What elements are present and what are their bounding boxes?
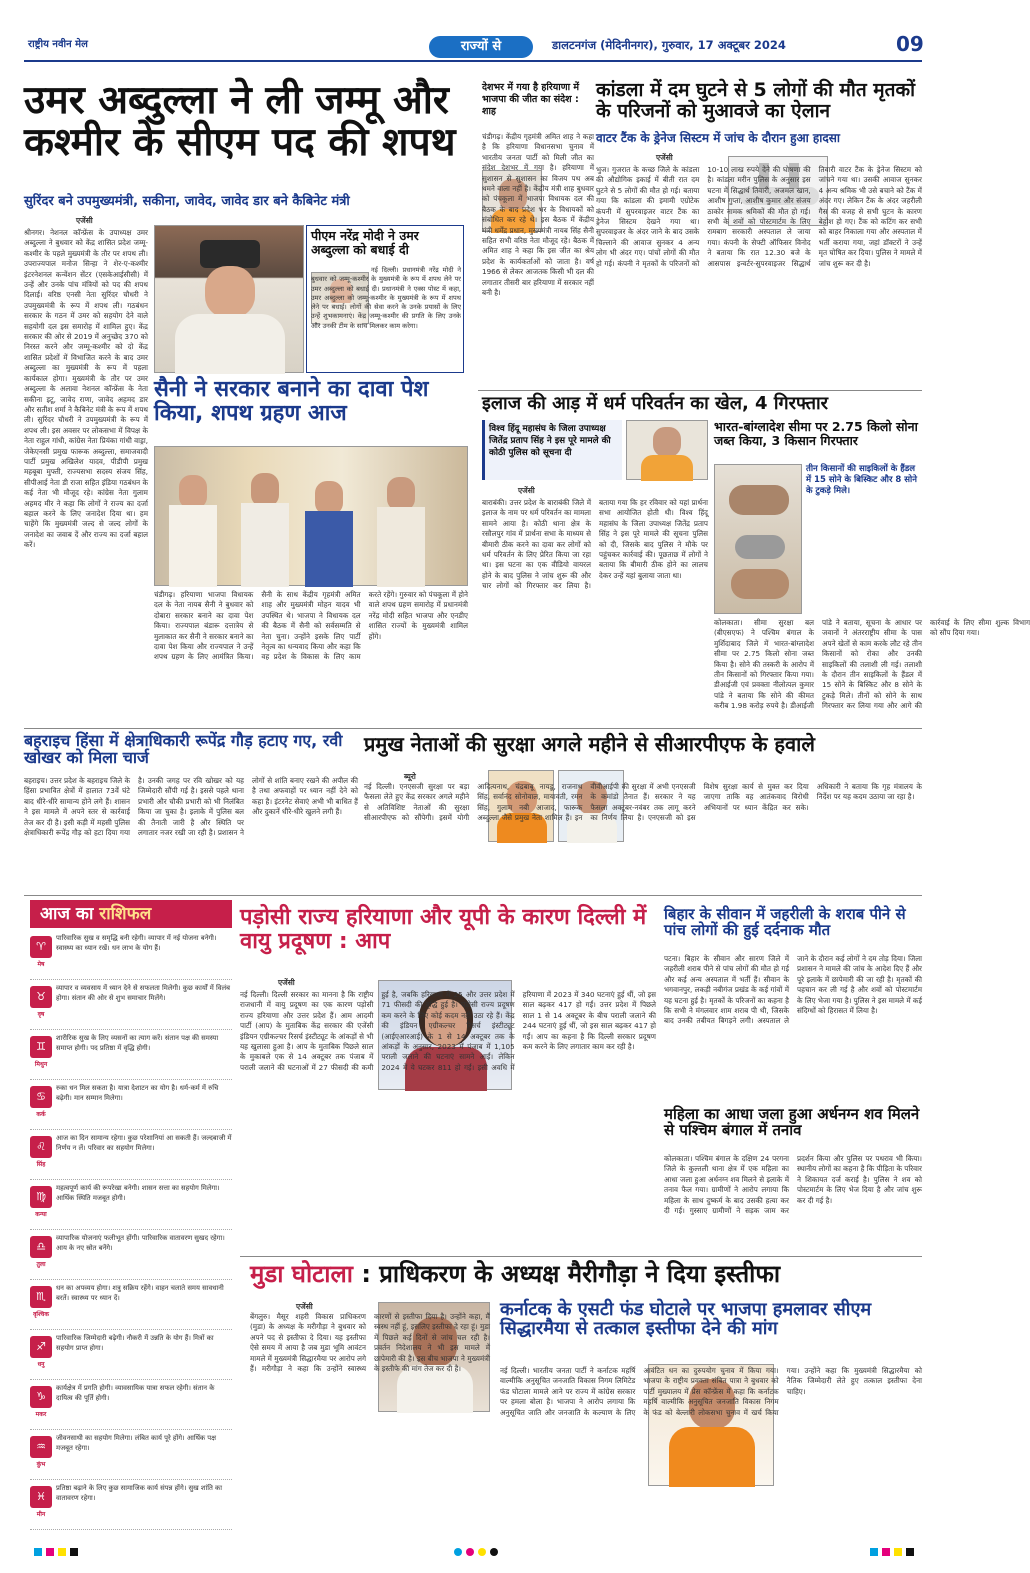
omar-subhead: सुरिंदर बने उपमुख्यमंत्री, सकीना, जावेद, जावेद डार बने कैबिनेट मंत्री [24, 194, 350, 209]
section-banner: राज्यों से [429, 36, 533, 58]
zodiac-icon: ♈ [30, 936, 52, 958]
conversion-headline: इलाज की आड़ में धर्म परिवर्तन का खेल, 4 गिरफ्तार [482, 393, 828, 414]
delhi-byline: एजेंसी [278, 978, 295, 987]
rashifal-item [30, 1432, 232, 1480]
rashifal-item [30, 932, 232, 980]
rashifal-sign-name: वृश्चिक [33, 1311, 49, 1318]
delhi-headline: पड़ोसी राज्य हरियाणा और यूपी के कारण दिल्ली में वायु प्रदूषण : आप [240, 905, 647, 954]
rashifal-sign-text: पारिवारिक जिम्मेदारी बढ़ेगी। नौकरी में उन्नति के योग हैं। मित्रों का सहयोग प्राप्त होगा। [56, 1334, 214, 1352]
rashifal-sign-text: शारीरिक सुख के लिए व्यसनों का त्याग करें। संतान पक्ष की समस्या समाप्त होगी। पद प्रतिष्ठा में वृद्धि होगी। [56, 1034, 219, 1052]
page-number: 09 [896, 32, 924, 56]
kandla-byline: एजेंसी [656, 153, 673, 162]
muda-headline [250, 1262, 922, 1288]
rashifal-sign-name: कर्क [36, 1111, 46, 1118]
siwan-body: पटना। बिहार के सीवान और सारण जिले में जहरीली शराब पीने से पांच लोगों की मौत हो गई और कई अन्य अस्पताल में भर्ती हैं। सीवान के भगवानपुर, लकड़ी नबीगंज प्रखंड के कई गांवों में यह घटना हुई है। मृतकों के परिजनों का कहना है कि सभी ने मंगलवार शाम शराब पी थी, जिसके बाद उनकी तबीयत बिगड़ने लगी। अस्पताल ले जाने के दौरान कई लोगों ने दम तोड़ दिया। जिला प्रशासन ने मामले की जांच के आदेश दिए हैं और पूरे इलाके में छापेमारी की जा रही है। मृतकों की पहचान कर ली गई है और शवों को पोस्टमार्टम के लिए भेजा गया है। पुलिस ने इस मामले में कई संदिग्धों को हिरासत में लिया है। [664, 954, 922, 1026]
modi-box-body: नई दिल्ली। प्रधानमंत्री नरेंद्र मोदी ने बुधवार को जम्मू-कश्मीर के मुख्यमंत्री के रूप में शपथ लेने पर उमर अब्दुल्ला को बधाई दी। प्रधानमंत्री ने एक्स पोस्ट में कहा, उमर अब्दुल्ला को जम्मू-कश्मीर के मुख्यमंत्री के रूप में शपथ लेने पर बधाई। लोगों की सेवा करने के उनके प्रयासों के लिए उन्हें शुभकामनाएं। केंद्र जम्मू-कश्मीर की प्रगति के लिए उनके और उनकी टीम के साथ मिलकर काम करेगा। [311, 266, 461, 330]
rashifal-item [30, 1132, 232, 1180]
bahraich-headline: बहराइच हिंसा में क्षेत्राधिकारी रूपेंद्र गौड़ हटाए गए, रवी खोखर को मिला चार्ज [24, 731, 343, 768]
omar-body: श्रीनगर। नेशनल कॉन्फ्रेंस के उपाध्यक्ष उमर अब्दुल्ला ने बुधवार को केंद्र शासित प्रदेश जम्मू-कश्मीर के पहले मुख्यमंत्री के तौर पर शपथ ली। उपराज्यपाल मनोज सिन्हा ने शेर-ए-कश्मीर इंटरनेशनल कन्वेंशन सेंटर (एसकेआईसीसी) में उन्हें और उनके पांच मंत्रियों को पद की शपथ दिलाई। वरिष्ठ एनसी नेता सुरिंदर चौधरी ने उपमुख्यमंत्री के रूप में शपथ ली। गठबंधन सरकार के गठन में उमर को सहयोग देने वाले सहयोगी दल इस समारोह में शामिल हुए। केंद्र सरकार की ओर से 2019 में अनुच्छेद 370 को निरस्त करने और जम्मू-कश्मीर को दो केंद्र शासित प्रदेशों में विभाजित करने के बाद उमर अब्दुल्ला का मुख्यमंत्री के रूप में पहला कार्यकाल होगा। मुख्यमंत्री के तौर पर उमर अब्दुल्ला के अलावा नेशनल कॉन्फ्रेंस के नेता सकीना इटू, जावेद राणा, जावेद अहमद डार और सतीश शर्मा ने कैबिनेट मंत्री के रूप में शपथ ली। सुरिंदर चौधरी ने उपमुख्यमंत्री के रूप में शपथ ली। इस अवसर पर लोकसभा में विपक्ष के नेता राहुल गांधी, कांग्रेस नेता प्रियंका गांधी वाड्रा, जेकेएनसी प्रमुख फारूक अब्दुल्ला, समाजवादी पार्टी प्रमुख अखिलेश यादव, पीडीपी प्रमुख महबूबा मुफ्ती, राज्यसभा सदस्य संजय सिंह, सीपीआई नेता डी राजा सहित इंडिया गठबंधन के कई नेता भी मौजूद रहे। कांग्रेस नेता गुलाम अहमद मीर ने कहा कि लोगों ने राज्य का दर्जा बहाल करने के लिए जनादेश दिया था। हम चाहेंगे कि मुख्यमंत्री जल्द से जल्द लोगों के जनादेश का जवाब दें और राज्य का दर्जा बहाल करें। [24, 228, 148, 550]
rashifal-sign-name: मिथुन [34, 1061, 48, 1068]
conversion-box: विश्व हिंदू महासंघ के जिला उपाध्यक्ष जितेंद्र प्रताप सिंह ने इस पूरे मामले की कोठी पुलिस को सूचना दी [482, 420, 622, 480]
rashifal-item [30, 982, 232, 1030]
bjp-karnataka-body: नई दिल्ली। भारतीय जनता पार्टी ने कर्नाटक महर्षि वाल्मीकि अनुसूचित जनजाति विकास निगम लिमिटेड फंड घोटाला मामले आने पर राज्य में कांग्रेस सरकार पर हमला बोला है। भाजपा ने आरोप लगाया कि अनुसूचित जाति और जनजाति के कल्याण के लिए आवंटित धन का दुरुपयोग चुनाव में किया गया। भाजपा के राष्ट्रीय प्रवक्ता संबित पात्रा ने बुधवार को पार्टी मुख्यालय में प्रेस कॉन्फ्रेंस में कहा कि कर्नाटक महर्षि वाल्मीकि अनुसूचित जनजाति विकास निगम के फंड को बेल्लारी लोकसभा चुनाव में खर्च किया गया। उन्होंने कहा कि मुख्यमंत्री सिद्धारमैया को नैतिक जिम्मेदारी लेते हुए तत्काल इस्तीफा देना चाहिए। [500, 1366, 922, 1417]
rashifal-sign-name: कन्या [35, 1211, 47, 1218]
omar-headline: उमर अब्दुल्ला ने ली जम्मू और कश्मीर के सीएम पद की शपथ [24, 78, 456, 166]
delhi-body: नई दिल्ली। दिल्ली सरकार का मानना है कि राष्ट्रीय राजधानी में वायु प्रदूषण का एक कारण पड़ोसी राज्य हरियाणा और उत्तर प्रदेश हैं। आम आदमी पार्टी (आप) के मुताबिक केंद्र सरकार की एजेंसी इंडियन एग्रीकल्चर रिसर्च इंस्टीट्यूट के आंकड़ों से भी यह खुलासा हुआ है। आप के मुताबिक पिछले साल के मुकाबले एक से 14 अक्टूबर तक पंजाब में पराली जलाने की घटनाओं में 27 फीसदी की कमी हुई है, जबकि हरियाणा में 25 और उत्तर प्रदेश में 71 फीसदी की वृद्धि हुई है। पड़ोसी राज्य प्रदूषण कम करने के लिए कोई कदम नहीं उठा रहे हैं। केंद्र की इंडियन एग्रीकल्चर रिसर्च इंस्टीट्यूट (आईएआरआई) के 1 से 14 अक्टूबर तक के आंकड़ों के अनुसार, 2023 में पंजाब में 1,105 पराली जलाने की घटनाएं सामने आईं। लेकिन 2024 में ये घटकर 811 हो गईं। इसी अवधि में हरियाणा में 2023 में 340 घटनाएं हुई थीं, जो इस साल बढ़कर 417 हो गईं। उत्तर प्रदेश में पिछले साल 1 से 14 अक्टूबर के बीच पराली जलाने की 244 घटनाएं हुई थीं, जो इस साल बढ़कर 417 हो गईं। आप का कहना है कि दिल्ली सरकार प्रदूषण कम करने के लिए लगातार काम कर रही है। [240, 990, 656, 1072]
muda-byline: एजेंसी [296, 1302, 313, 1311]
conversion-body: बाराबंकी। उत्तर प्रदेश के बाराबंकी जिले में इलाज के नाम पर धर्म परिवर्तन का मामला सामने आया है। कोठी थाना क्षेत्र के रसौलपुर गांव में प्रार्थना सभा के माध्यम से बीमारी ठीक करने का दावा कर लोगों को धर्म परिवर्तन के लिए प्रेरित किया जा रहा था। इस घटना का एक वीडियो वायरल होने के बाद पुलिस ने जांच शुरू की और चार लोगों को गिरफ्तार कर लिया है। बताया गया कि हर रविवार को यहां प्रार्थना सभा आयोजित होती थी। विश्व हिंदू महासंघ के जिला उपाध्यक्ष जितेंद्र प्रताप सिंह ने इस पूरे मामले की सूचना पुलिस को दी, जिसके बाद पुलिस ने मौके पर पहुंचकर कार्रवाई की। पूछताछ में लोगों ने बताया कि बीमारी ठीक होने का लालच देकर उन्हें यहां बुलाया जाता था। [482, 498, 708, 591]
kandla-headline: कांडला में दम घुटने से 5 लोगों की मौत मृतकों के परिजनों को मुआवजे का ऐलान [596, 79, 915, 122]
rashifal-sign-text: जीवनसाथी का सहयोग मिलेगा। लंबित कार्य पूरे होंगे। आर्थिक पक्ष मजबूत रहेगा। [56, 1434, 217, 1452]
gold-photo [714, 464, 802, 614]
modi-box [306, 225, 464, 373]
kandla-body: भुज। गुजरात के कच्छ जिले के कांडला की औद्योगिक इकाई में बीती रात दम घुटने से 5 लोगों की मौत हो गई। बताया गया कि कांडला की इमामी एग्रोटेक कंपनी में सुपरवाइजर वाटर टैंक का ड्रेनेज सिस्टम देखने गया था। सुपरवाइजर के अंदर जाने के बाद उसके चिल्लाने की आवाज सुनकर 4 अन्य लोग भी अंदर गए। पांचों लोगों की मौत हो गई। कंपनी ने मृतकों के परिजनों को 10-10 लाख रुपये देने की घोषणा की है। कांडला मरीन पुलिस के अनुसार इस घटना में सिद्धार्थ तिवारी, अजमल खान, आशीष गुप्ता, आशीष कुमार और संजय ठाकोर नामक श्रमिकों की मौत हो गई। सभी के शवों को पोस्टमार्टम के लिए रामबाग सरकारी अस्पताल ले जाया गया। कंपनी के सेफ्टी ऑफिसर विनोद ने बताया कि रात 12.30 बजे के आसपास इन्वर्टर-सुपरवाइजर सिद्धार्थ तिवारी वाटर टैंक के ड्रेनेज सिस्टम को जांचने गया था। उसकी आवाज सुनकर 4 अन्य श्रमिक भी उसे बचाने को टैंक में अंदर गए। लेकिन टैंक के अंदर जहरीली गैस की वजह से सभी घुटन के कारण बेहोश हो गए। टैंक को कटिंग कर सभी को बाहर निकाला गया और अस्पताल में भर्ती कराया गया, जहां डॉक्टरों ने उन्हें मृत घोषित कर दिया। पुलिस ने मामले में जांच शुरू कर दी है। [596, 165, 922, 268]
registration-marks [24, 1546, 922, 1558]
zodiac-icon: ♊ [30, 1036, 52, 1058]
rashifal-item [30, 1332, 232, 1380]
crpf-byline: ब्यूरो [404, 772, 416, 781]
haryana-body: चंडीगढ़। केंद्रीय गृहमंत्री अमित शाह ने कहा है कि हरियाणा विधानसभा चुनाव में भारतीय जनता पार्टी को मिली जीत का संदेश देशभर में गया है। हरियाणा में सुशासन से सुशासन का विजय पथ अब थमने वाला नहीं है। केंद्रीय मंत्री शाह बुधवार को पंचकूला में भाजपा विधायक दल की बैठक के बाद प्रदेश भर के विधायकों को संबोधित कर रहे थे। इस बैठक में केंद्रीय मंत्री धर्मेंद्र प्रधान, मुख्यमंत्री नायब सिंह सैनी सहित सभी वरिष्ठ नेता मौजूद रहे। बैठक में अमित शाह ने कहा कि इस जीत का श्रेय प्रदेश के कार्यकर्ताओं को जाता है। वर्ष 1966 से लेकर आजतक किसी भी दल की लगातार तीसरी बार हरियाणा में सरकार नहीं बनी है। [482, 132, 594, 298]
rashifal-sign-name: धनु [37, 1361, 45, 1368]
zodiac-icon: ♐ [30, 1336, 52, 1358]
rashifal-sign-name: मीन [36, 1511, 46, 1518]
gold-bullet: तीन किसानों की साइकिलों के हैंडल में 15 सोने के बिस्किट और 8 सोने के टुकड़े मिले। [806, 464, 917, 496]
crpf-headline: प्रमुख नेताओं की सुरक्षा अगले महीने से सीआरपीएफ के हवाले [364, 732, 815, 756]
zodiac-icon: ♎ [30, 1236, 52, 1258]
rashifal-item [30, 1382, 232, 1430]
crpf-body: नई दिल्ली। एनएसजी सुरक्षा पर बड़ा फैसला लेते हुए केंद्र सरकार अगले महीने से अतिविशिष्ट नेताओं की सुरक्षा सीआरपीएफ को सौंपेगी। इसमें योगी आदित्यनाथ, चंद्रबाबू नायडू, राजनाथ सिंह, सर्वानंद सोनोवाल, मायावती, रमन सिंह, गुलाम नबी आजाद, फारूक अब्दुल्ला जैसे प्रमुख नेता शामिल हैं। इन वीवीआईपी की सुरक्षा में अभी एनएसजी के कमांडो तैनात हैं। सरकार ने यह फैसला अक्टूबर-नवंबर तक लागू करने का निर्णय लिया है। एनएसजी को इस विशेष सुरक्षा कार्य से मुक्त कर दिया जाएगा ताकि वह आतंकवाद विरोधी अभियानों पर ध्यान केंद्रित कर सके। अधिकारी ने बताया कि गृह मंत्रालय के निर्देश पर यह कदम उठाया जा रहा है। [364, 782, 922, 823]
rashifal-item [30, 1232, 232, 1280]
zodiac-icon: ♏ [30, 1286, 52, 1308]
rashifal-item [30, 1282, 232, 1330]
zodiac-icon: ♉ [30, 986, 52, 1008]
rashifal-sign-text: आज का दिन सामान्य रहेगा। कुछ परेशानियां आ सकती हैं। जल्दबाजी में निर्णय न लें। परिवार का सहयोग मिलेगा। [56, 1134, 232, 1152]
saini-headline: सैनी ने सरकार बनाने का दावा पेश किया, शपथ ग्रहण आज [154, 377, 429, 426]
rashifal-sign-name: सिंह [36, 1161, 46, 1168]
zodiac-icon: ♑ [30, 1386, 52, 1408]
masthead [24, 32, 922, 62]
saini-body: चंडीगढ़। हरियाणा भाजपा विधायक दल के नेता नायब सैनी ने बुधवार को दोबारा सरकार बनाने का दावा पेश किया। राज्यपाल बंडारू दत्तात्रेय से मुलाकात कर सैनी ने सरकार बनाने का दावा पेश किया और राज्यपाल ने उन्हें शपथ ग्रहण के लिए आमंत्रित किया। सैनी के साथ केंद्रीय गृहमंत्री अमित शाह और मुख्यमंत्री मोहन यादव भी उपस्थित थे। भाजपा ने विधायक दल की बैठक में सैनी को सर्वसम्मति से नेता चुना। उन्होंने इसके लिए पार्टी नेतृत्व का धन्यवाद किया और कहा कि वह प्रदेश के विकास के लिए काम करते रहेंगे। गुरुवार को पंचकूला में होने वाले शपथ ग्रहण समारोह में प्रधानमंत्री नरेंद्र मोदी सहित भाजपा और एनडीए शासित राज्यों के मुख्यमंत्री शामिल होंगे। [154, 590, 468, 662]
omar-byline: एजेंसी [76, 216, 93, 225]
zodiac-icon: ♒ [30, 1436, 52, 1458]
rashifal-item [30, 1182, 232, 1230]
siwan-headline: बिहार के सीवान में जहरीली के शराब पीने से पांच लोगों की हुई दर्दनाक मौत [664, 905, 906, 940]
gold-headline: भारत-बांग्लादेश सीमा पर 2.75 किलो सोना जब्त किया, 3 किसान गिरफ्तार [714, 419, 918, 448]
rashifal-sign-text: प्रतिष्ठा बढ़ाने के लिए कुछ सामाजिक कार्य संपन्न होंगे। सुख शांति का वातावरण रहेगा। [56, 1484, 222, 1502]
rashifal-sign-name: मेष [37, 961, 45, 968]
conversion-photo [626, 420, 708, 480]
rashifal-sign-name: तुला [36, 1261, 46, 1268]
bahraich-body: बहराइच। उत्तर प्रदेश के बहराइच जिले के हिंसा प्रभावित क्षेत्रों में हालात 73वें घंटे बाद धीरे-धीरे सामान्य होने लगे हैं। शासन ने इस मामले में अपने स्तर से कार्रवाई तेज कर दी है। इसी कड़ी में महसी पुलिस क्षेत्राधिकारी रूपेंद्र गौड़ को हटा दिया गया है। उनकी जगह पर रवि खोखर को यह जिम्मेदारी सौंपी गई है। इससे पहले थाना प्रभारी और चौकी प्रभारी को भी निलंबित किया जा चुका है। इलाके में पुलिस बल की तैनाती जारी है और स्थिति पर लगातार नजर रखी जा रही है। प्रशासन ने लोगों से शांति बनाए रखने की अपील की है तथा अफवाहों पर ध्यान नहीं देने को कहा है। इंटरनेट सेवाएं अभी भी बाधित हैं और दुकानें धीरे-धीरे खुलने लगी हैं। [24, 776, 358, 838]
rashifal-sign-text: महत्वपूर्ण कार्य की रूपरेखा बनेगी। शासन सत्ता का सहयोग मिलेगा। आर्थिक स्थिति मजबूत होगी। [56, 1184, 220, 1202]
rashifal-sign-text: पारिवारिक सुख व समृद्धि बनी रहेगी। व्यापार में नई योजना बनेगी। स्वास्थ्य का ध्यान रखें। धन लाभ के योग हैं। [56, 934, 217, 952]
zodiac-icon: ♍ [30, 1186, 52, 1208]
kandla-subhead: वाटर टैंक के ड्रेनेज सिस्टम में जांच के दौरान हुआ हादसा [596, 131, 840, 145]
bjp-karnataka-headline: कर्नाटक के एसटी फंड घोटाले पर भाजपा हमलावर सीएम सिद्धारमैया से तत्काल इस्तीफा देने की मांग [500, 1299, 872, 1340]
rashifal-item [30, 1482, 232, 1530]
rashifal-sign-name: कुंभ [36, 1461, 46, 1468]
conversion-byline: एजेंसी [518, 486, 535, 495]
rashifal-title-b: राशिफल [99, 904, 152, 924]
haryana-kicker: देशभर में गया है हरियाणा में भाजपा की जीत का संदेश : शाह [482, 82, 580, 117]
omar-photo [154, 225, 304, 373]
rashifal-item [30, 1032, 232, 1080]
zodiac-icon: ♌ [30, 1136, 52, 1158]
rashifal-sign-text: धन का अपव्यय होगा। शत्रु सक्रिय रहेंगे। वाहन चलाते समय सावधानी बरतें। स्वास्थ्य पर ध्यान दें। [56, 1284, 224, 1302]
rashifal-sign-text: व्यापार व व्यवसाय में ध्यान देने से सफलता मिलेगी। कुछ कार्यों में विलंब होगा। संतान की ओर से शुभ समाचार मिलेंगे। [56, 984, 230, 1002]
bengal-headline: महिला का आधा जला हुआ अर्धनग्न शव मिलने से पश्चिम बंगाल में तनाव [664, 1105, 920, 1140]
zodiac-icon: ♋ [30, 1086, 52, 1108]
saini-photo [154, 446, 468, 586]
rashifal-sign-text: कार्यक्षेत्र में प्रगति होगी। व्यावसायिक यात्रा सफल रहेगी। संतान के दायित्व की पूर्ति होगी। [56, 1384, 215, 1402]
gold-body: कोलकाता। सीमा सुरक्षा बल (बीएसएफ) ने पश्चिम बंगाल के मुर्शिदाबाद जिले में भारत-बांग्लादेश सीमा पर 2.75 किलो सोना जब्त किया है। सोने की तस्करी के आरोप में तीन किसानों को गिरफ्तार किया गया। डीआईजी एवं प्रवक्ता नीलोत्पल कुमार पांडे ने बताया कि सोने की कीमत करीब 1.98 करोड़ रुपये है। डीआईजी पांडे ने बताया, सूचना के आधार पर जवानों ने अंतरराष्ट्रीय सीमा के पास अपने खेतों से काम करके लौट रहे तीन किसानों को रोका और उनकी साइकिलों की तलाशी ली गई। तलाशी के दौरान तीन साइकिलों के हैंडल में 15 सोने के बिस्किट और 8 सोने के टुकड़े मिले। तीनों को सोने के साथ गिरफ्तार कर लिया गया और आगे की कार्रवाई के लिए सीमा शुल्क विभाग को सौंप दिया गया। [714, 618, 1030, 711]
dateline: डालटनगंज (मेदिनीनगर), गुरुवार, 17 अक्टूबर 2024 [552, 38, 786, 52]
zodiac-icon: ♓ [30, 1486, 52, 1508]
rashifal-sign-name: मकर [35, 1411, 47, 1418]
muda-headline-b: : प्राधिकरण के अध्यक्ष मैरीगौड़ा ने दिया इस्तीफा [352, 1260, 781, 1288]
rashifal-sign-text: व्यापारिक योजनाएं फलीभूत होंगी। पारिवारिक वातावरण सुखद रहेगा। आय के नए स्रोत बनेंगे। [56, 1234, 225, 1252]
rashifal-sign-text: रुका धन मिल सकता है। यात्रा देशाटन का योग है। धर्म-कर्म में रुचि बढ़ेगी। मान सम्मान मिलेगा। [56, 1084, 219, 1102]
paper-logo: राष्ट्रीय नवीन मेल [28, 39, 88, 50]
rashifal-title [30, 900, 232, 928]
rashifal-item [30, 1082, 232, 1130]
rashifal-title-a: आज का [40, 904, 94, 924]
muda-headline-a: मुडा घोटाला [250, 1260, 353, 1288]
muda-body: बेंगलुरु। मैसूर शहरी विकास प्राधिकरण (मुडा) के अध्यक्ष के मरीगौड़ा ने बुधवार को अपने पद से इस्तीफा दे दिया। यह इस्तीफा ऐसे समय में आया है जब मुडा भूमि आवंटन मामले में मुख्यमंत्री सिद्धारमैया पर आरोप लगे हैं। मरीगौड़ा ने कहा कि उन्होंने स्वास्थ्य कारणों से इस्तीफा दिया है। उन्होंने कहा, मैं स्वस्थ नहीं हूं, इसलिए इस्तीफा दे रहा हूं। मुडा में पिछले कई दिनों से जांच चल रही है। प्रवर्तन निदेशालय ने भी इस मामले में छापेमारी की है। इस बीच भाजपा ने मुख्यमंत्री के इस्तीफे की मांग तेज कर दी है। [250, 1312, 490, 1374]
modi-box-title: पीएम नरेंद्र मोदी ने उमर अब्दुल्ला को बधाई दी [311, 228, 419, 257]
rashifal-sign-name: वृष [37, 1011, 45, 1018]
bengal-body: कोलकाता। पश्चिम बंगाल के दक्षिण 24 परगना जिले के कुल्तली थाना क्षेत्र में एक महिला का आधा जला हुआ अर्धनग्न शव मिलने से इलाके में तनाव फैल गया। ग्रामीणों ने आरोप लगाया कि महिला के साथ दुष्कर्म के बाद उसकी हत्या कर दी गई। गुस्साए ग्रामीणों ने सड़क जाम कर प्रदर्शन किया और पुलिस पर पथराव भी किया। स्थानीय लोगों का कहना है कि पीड़िता के परिवार ने शिकायत दर्ज कराई है। पुलिस ने शव को पोस्टमार्टम के लिए भेज दिया है और जांच शुरू कर दी गई है। [664, 1154, 922, 1216]
